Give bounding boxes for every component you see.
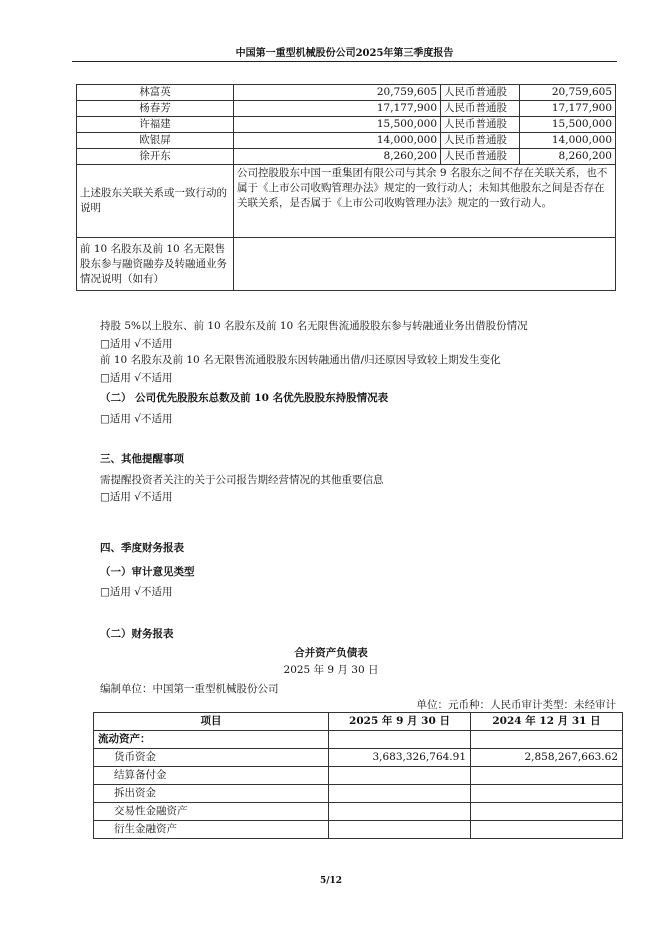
value-current [329,767,471,785]
column-header: 项目 [94,713,329,731]
value-prior [471,821,623,839]
line-item: 拆出资金 [94,785,329,803]
share-type: 人民币普通股 [441,101,520,117]
holder-name: 许福建 [77,117,234,133]
column-header: 2025 年 9 月 30 日 [329,713,471,731]
share-count: 15,500,000 [520,117,616,133]
value-current [329,821,471,839]
preparer-unit: 编制单位：中国第一重型机械股份公司 [100,683,279,695]
table-header-row [94,713,623,731]
statement-title: 合并资产负债表 [294,647,368,659]
unit-currency-info: 单位：元币种：人民币审计类型：未经审计 [416,699,616,711]
shareholders-table [76,84,616,291]
section-heading: 三、其他提醒事项 [100,453,184,465]
applicability-check: □适用 √不适用 [100,491,173,503]
share-type: 人民币普通股 [441,149,520,165]
value-prior [471,785,623,803]
balance-sheet-table [93,712,623,839]
margin-text [234,238,616,291]
share-count: 20,759,605 [520,85,616,101]
applicability-check: □适用 √不适用 [100,586,173,598]
table-row [77,101,616,117]
header-divider [72,61,617,62]
holder-shares: 17,177,900 [234,101,441,117]
statement-date: 2025 年 9 月 30 日 [283,664,379,676]
report-header: 中国第一重型机械股份公司2025年第三季度报告 [235,48,454,59]
section-heading: （二） 公司优先股股东总数及前 10 名优先股股东持股情况表 [100,392,389,404]
table-row [94,749,623,767]
applicability-check: □适用 √不适用 [100,338,173,350]
table-row [77,85,616,101]
table-row [77,133,616,149]
line-item: 结算备付金 [94,767,329,785]
relation-text: 公司控股股东中国一重集团有限公司与其余 9 名股东之间不存在关联关系，也不属于《上市公司收购管理办法》规定的一致行动人；未知其他股东之间是否存在关联关系，是否属于《上市公司收购管理办法》规定的一致行动人。 [234,165,616,238]
share-type: 人民币普通股 [441,117,520,133]
share-count: 14,000,000 [520,133,616,149]
share-type: 人民币普通股 [441,133,520,149]
value-prior [471,731,623,749]
share-type: 人民币普通股 [441,85,520,101]
table-row [77,149,616,165]
holder-name: 杨春芳 [77,101,234,117]
table-row [94,731,623,749]
applicability-check: □适用 √不适用 [100,372,173,384]
share-count: 17,177,900 [520,101,616,117]
table-row [77,238,616,291]
value-prior [471,767,623,785]
table-row [94,767,623,785]
holder-shares: 14,000,000 [234,133,441,149]
share-count: 8,260,200 [520,149,616,165]
margin-label: 前 10 名股东及前 10 名无限售股东参与融资融券及转融通业务情况说明（如有） [77,238,234,291]
holder-shares: 15,500,000 [234,117,441,133]
applicability-check: □适用 √不适用 [100,413,173,425]
table-row [77,117,616,133]
section-description: 需提醒投资者关注的关于公司报告期经营情况的其他重要信息 [100,474,384,486]
value-current [329,785,471,803]
value-prior [471,803,623,821]
page-number: 5/12 [319,876,343,886]
section-heading: （二）财务报表 [100,628,174,640]
value-current: 3,683,326,764.91 [329,749,471,767]
table-row [94,785,623,803]
section-heading: （一）审计意见类型 [100,566,195,578]
line-item: 货币资金 [94,749,329,767]
table-row [94,803,623,821]
holder-name: 欧银屏 [77,133,234,149]
line-item: 衍生金融资产 [94,821,329,839]
table-row [94,821,623,839]
holder-shares: 8,260,200 [234,149,441,165]
lending-change-line: 前 10 名股东及前 10 名无限售流通股股东因转融通出借/归还原因导致较上期发生变化 [100,354,501,366]
holder-name: 徐开东 [77,149,234,165]
line-item: 交易性金融资产 [94,803,329,821]
holder-shares: 20,759,605 [234,85,441,101]
table-row [77,165,616,238]
relation-label: 上述股东关联关系或一致行动的说明 [77,165,234,238]
line-item: 流动资产： [94,731,329,749]
value-current [329,803,471,821]
value-current [329,731,471,749]
value-prior: 2,858,267,663.62 [471,749,623,767]
securities-lending-line: 持股 5%以上股东、前 10 名股东及前 10 名无限售流通股股东参与转融通业务出借股份情况 [100,320,528,332]
section-heading: 四、季度财务报表 [100,542,184,554]
column-header: 2024 年 12 月 31 日 [471,713,623,731]
holder-name: 林富英 [77,85,234,101]
